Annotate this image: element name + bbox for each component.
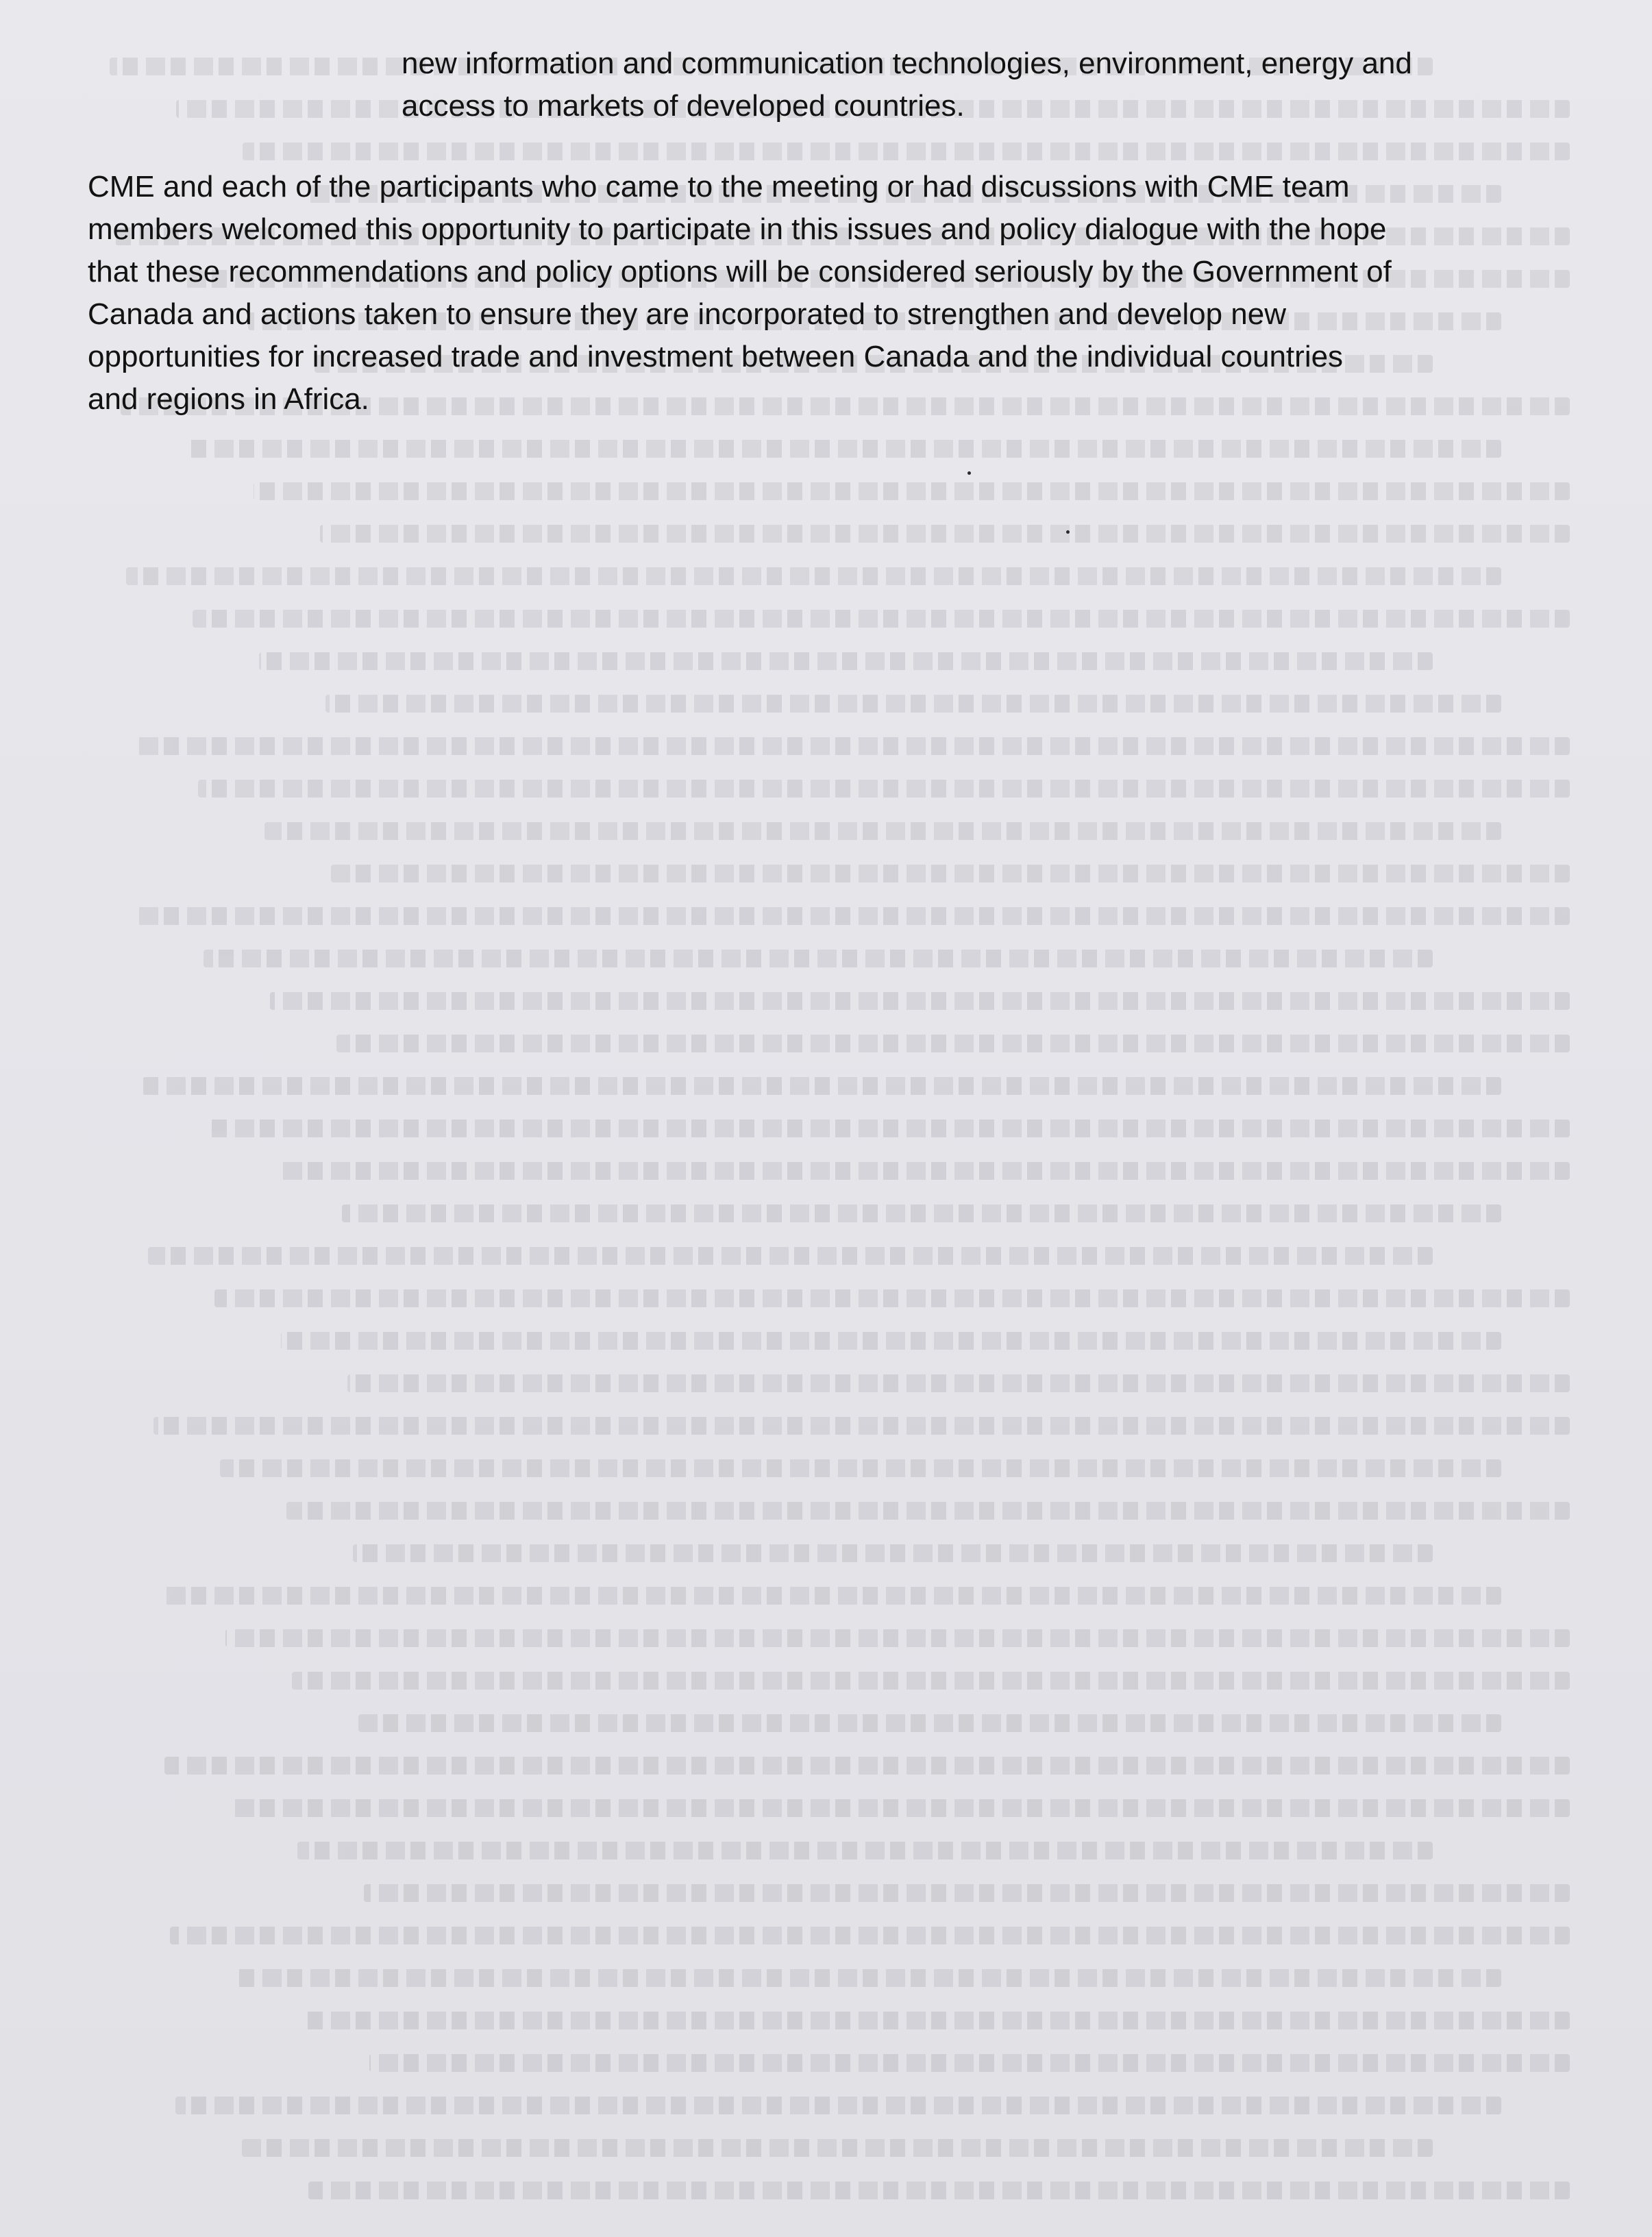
text-line: new information and communication technologies, environment, energy and bbox=[402, 47, 1412, 80]
ink-speck bbox=[1066, 530, 1070, 534]
intro-paragraph bbox=[402, 42, 1580, 127]
text-line: and regions in Africa. bbox=[88, 382, 369, 416]
closing-paragraph bbox=[88, 166, 1588, 421]
text-line: members welcomed this opportunity to participate in this issues and policy dialogue with the hope bbox=[88, 212, 1387, 246]
text-line: that these recommendations and policy options will be considered seriously by the Government of bbox=[88, 255, 1392, 288]
text-line: Canada and actions taken to ensure they are incorporated to strengthen and develop new bbox=[88, 297, 1286, 331]
text-line: opportunities for increased trade and investment between Canada and the individual countries bbox=[88, 340, 1344, 373]
text-line: CME and each of the participants who came to the meeting or had discussions with CME team bbox=[88, 170, 1350, 203]
text-line: access to markets of developed countries. bbox=[402, 89, 965, 123]
ink-speck bbox=[967, 471, 971, 475]
